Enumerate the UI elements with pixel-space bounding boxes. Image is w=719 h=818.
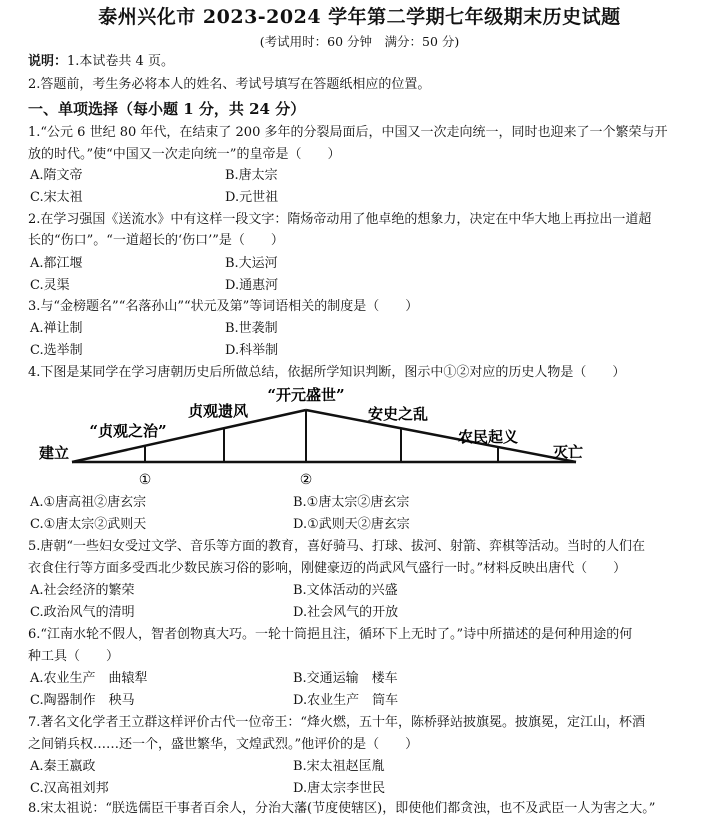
q8-stem-line-1: 8.宋太祖说：“朕选儒臣干事者百余人，分治大藩(节度使辖区)，即使他们都贪浊，也不及武臣一人为害之大。” bbox=[28, 801, 656, 816]
q7-stem-line-2: 之间销兵权……还一个，盛世繁华，文煌武烈。”他评价的是（ ） bbox=[28, 737, 419, 752]
q7-option-d: D.唐太宗李世民 bbox=[293, 781, 386, 796]
notes-line-2: 2.答题前，考生务必将本人的姓名、考试号填写在答题纸相应的位置。 bbox=[28, 77, 431, 92]
q1-option-a: A.隋文帝 bbox=[30, 168, 83, 183]
q6-option-a: A.农业生产 曲辕犁 bbox=[30, 671, 148, 686]
q2-option-c: C.灵渠 bbox=[30, 278, 70, 293]
diagram-start-label: 建立 bbox=[38, 444, 70, 462]
q6-stem-line-2: 种工具（ ） bbox=[28, 649, 120, 664]
q1-stem-line-2: 放的时代。”使“中国又一次走向统一”的皇帝是（ ） bbox=[28, 147, 341, 162]
q5-option-a: A.社会经济的繁荣 bbox=[30, 583, 135, 598]
q6-stem-line-1: 6.“江南水轮不假人，智者创物真大巧。一轮十筒挹且注，循环下上无时了。”诗中所描述的是何种用途的何 bbox=[28, 627, 633, 642]
q4-option-b: B.①唐太宗②唐玄宗 bbox=[293, 495, 410, 510]
q1-option-b: B.唐太宗 bbox=[225, 168, 278, 183]
diagram-left-lower-label: “贞观之治” bbox=[89, 422, 167, 440]
q3-option-c: C.选举制 bbox=[30, 343, 83, 358]
diagram-marker-1: ① bbox=[138, 472, 152, 488]
q4-option-c: C.①唐太宗②武则天 bbox=[30, 517, 147, 532]
q1-stem-line-1: 1.“公元 6 世纪 80 年代，在结束了 200 多年的分裂局面后，中国又一次走向统一，同时也迎来了一个繁荣与开 bbox=[28, 125, 668, 140]
q2-option-a: A.都江堰 bbox=[30, 256, 83, 271]
diagram-marker-2: ② bbox=[299, 472, 313, 488]
q3-option-b: B.世袭制 bbox=[225, 321, 278, 336]
exam-title: 泰州兴化市 2023-2024 学年第二学期七年级期末历史试题 bbox=[98, 6, 621, 28]
q2-stem-line-1: 2.在学习强国《送流水》中有这样一段文字：隋炀帝动用了他卓绝的想象力，决定在中华大地上再拉出一道超 bbox=[28, 212, 652, 227]
q5-option-d: D.社会风气的开放 bbox=[293, 605, 399, 620]
q3-option-a: A.禅让制 bbox=[30, 321, 83, 336]
q3-option-d: D.科举制 bbox=[225, 343, 279, 358]
q4-option-d: D.①武则天②唐玄宗 bbox=[293, 517, 410, 532]
q6-option-c: C.陶器制作 秧马 bbox=[30, 693, 135, 708]
diagram-right-upper-label: 安史之乱 bbox=[367, 405, 429, 423]
q2-stem-line-2: 长的“伤口”。“一道超长的‘伤口’”是（ ） bbox=[28, 233, 284, 248]
q2-option-b: B.大运河 bbox=[225, 256, 278, 271]
q2-option-d: D.通惠河 bbox=[225, 278, 279, 293]
q4-option-a: A.①唐高祖②唐玄宗 bbox=[30, 495, 147, 510]
q7-option-c: C.汉高祖刘邦 bbox=[30, 781, 109, 796]
q1-option-d: D.元世祖 bbox=[225, 190, 279, 205]
diagram-end-label: 灭亡 bbox=[552, 443, 584, 461]
diagram-left-upper-label: 贞观遗风 bbox=[187, 402, 249, 420]
q6-option-d: D.农业生产 筒车 bbox=[293, 693, 399, 708]
q6-option-b: B.交通运输 楼车 bbox=[293, 671, 398, 686]
tang-dynasty-diagram bbox=[28, 384, 600, 492]
q3-stem-line-1: 3.与“金榜题名”“名落孙山”“状元及第”等词语相关的制度是（ ） bbox=[28, 299, 419, 314]
q5-option-c: C.政治风气的清明 bbox=[30, 605, 135, 620]
q5-option-b: B.文体活动的兴盛 bbox=[293, 583, 398, 598]
section-heading: 一、单项选择（每小题 1 分，共 24 分） bbox=[28, 100, 306, 118]
diagram-falling-slope bbox=[306, 410, 576, 462]
q7-option-b: B.宋太祖赵匡胤 bbox=[293, 759, 385, 774]
notes-label: 说明： bbox=[28, 54, 68, 69]
q7-option-a: A.秦王嬴政 bbox=[30, 759, 96, 774]
q4-stem-line-1: 4.下图是某同学在学习唐朝历史后所做总结，依据所学知识判断，图示中①②对应的历史人物是（ ） bbox=[28, 365, 626, 380]
q5-stem-line-1: 5.唐朝“一些妇女受过文学、音乐等方面的教育，喜好骑马、打球、拔河、射箭、弈棋等活动。当时的人们在 bbox=[28, 539, 646, 554]
notes-line-1 bbox=[28, 53, 174, 71]
notes-text-1: 1.本试卷共 4 页。 bbox=[67, 54, 174, 69]
q5-stem-line-2: 衣食住行等方面多受西北少数民族习俗的影响，刚健豪迈的尚武风气盛行一时。”材料反映出唐代（ ） bbox=[28, 561, 627, 576]
q1-option-c: C.宋太祖 bbox=[30, 190, 83, 205]
q7-stem-line-1: 7.著名文化学者王立群这样评价古代一位帝王：“烽火燃，五十年，陈桥驿站披旗冕。披旗冕，定江山，杯酒 bbox=[28, 715, 646, 730]
diagram-peak-label: “开元盛世” bbox=[267, 386, 345, 404]
diagram-right-lower-label: 农民起义 bbox=[457, 428, 519, 446]
exam-subtitle: (考试用时：60 分钟 满分：50 分) bbox=[259, 34, 460, 49]
